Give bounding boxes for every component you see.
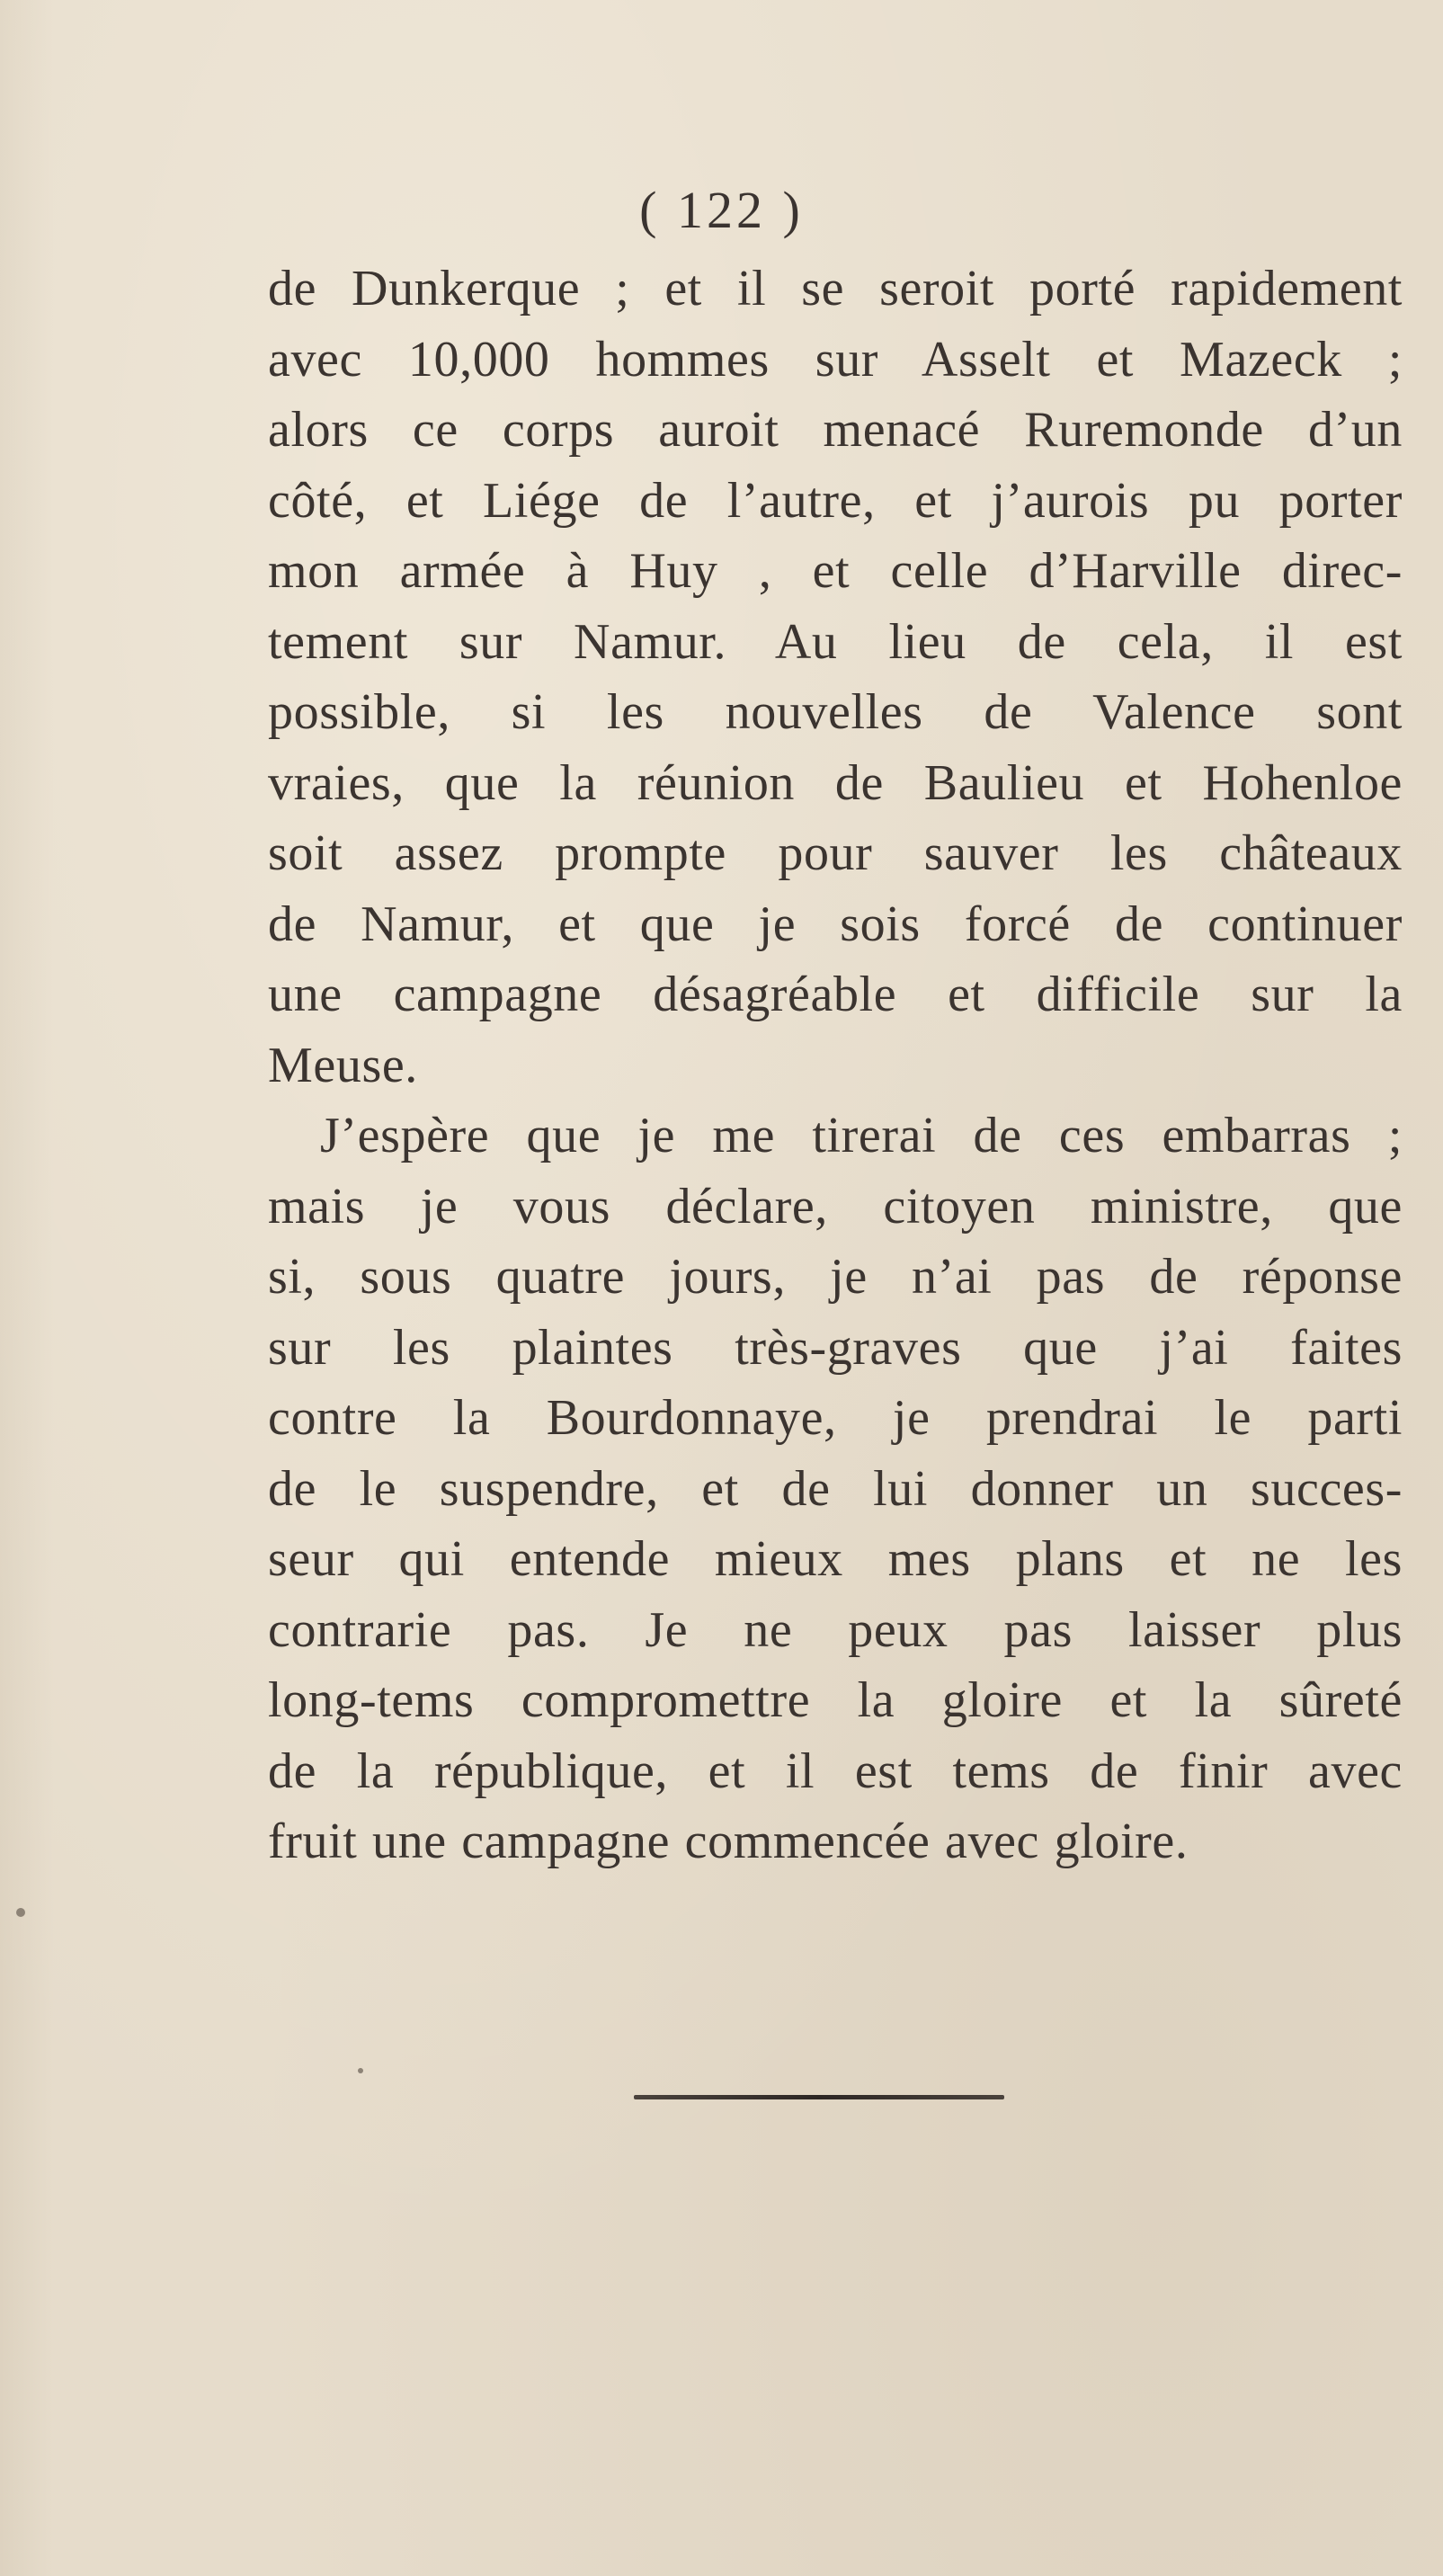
paper-speck	[16, 1908, 25, 1917]
paper-speck	[358, 2068, 363, 2073]
text-line: vraies, que la réunion de Baulieu et Hohenloe	[268, 754, 1403, 811]
text-line: avec 10,000 hommes sur Asselt et Mazeck ;	[268, 331, 1403, 388]
text-line: sur les plaintes très-graves que j’ai faites	[268, 1319, 1403, 1376]
paragraph	[268, 1101, 1403, 1877]
text-line: si, sous quatre jours, je n’ai pas de réponse	[268, 1249, 1403, 1305]
text-line: de le suspendre, et de lui donner un succes-	[268, 1460, 1403, 1517]
text-line: côté, et Liége de l’autre, et j’aurois pu porter	[268, 472, 1403, 529]
text-line: mais je vous déclare, citoyen ministre, que	[268, 1178, 1403, 1235]
text-line: fruit une campagne commencée avec gloire.	[268, 1814, 1189, 1869]
text-line: de Namur, et que je sois forcé de continuer	[268, 896, 1403, 952]
text-line: mon armée à Huy , et celle d’Harville direc-	[268, 543, 1403, 599]
body-text	[268, 254, 1403, 1877]
text-line: seur qui entende mieux mes plans et ne les	[268, 1531, 1403, 1587]
text-line: possible, si les nouvelles de Valence sont	[268, 684, 1403, 740]
paragraph	[268, 254, 1403, 1101]
text-line: contrarie pas. Je ne peux pas laisser plus	[268, 1601, 1403, 1658]
text-line: long-tems compromettre la gloire et la sûreté	[268, 1672, 1403, 1728]
text-line: de la république, et il est tems de finir avec	[268, 1743, 1403, 1799]
text-line: une campagne désagréable et difficile sur la	[268, 967, 1403, 1022]
section-rule	[634, 2095, 1004, 2099]
text-line: Meuse.	[268, 1037, 418, 1093]
text-line: de Dunkerque ; et il se seroit porté rapidement	[268, 261, 1403, 316]
text-line: contre la Bourdonnaye, je prendrai le parti	[268, 1390, 1403, 1446]
text-line: alors ce corps auroit menacé Ruremonde d’un	[268, 402, 1403, 458]
page-number: ( 122 )	[639, 181, 804, 239]
text-line: soit assez prompte pour sauver les châteaux	[268, 825, 1403, 881]
text-line: J’espère que je me tirerai de ces embarras ;	[320, 1108, 1403, 1163]
text-line: tement sur Namur. Au lieu de cela, il est	[268, 613, 1403, 670]
